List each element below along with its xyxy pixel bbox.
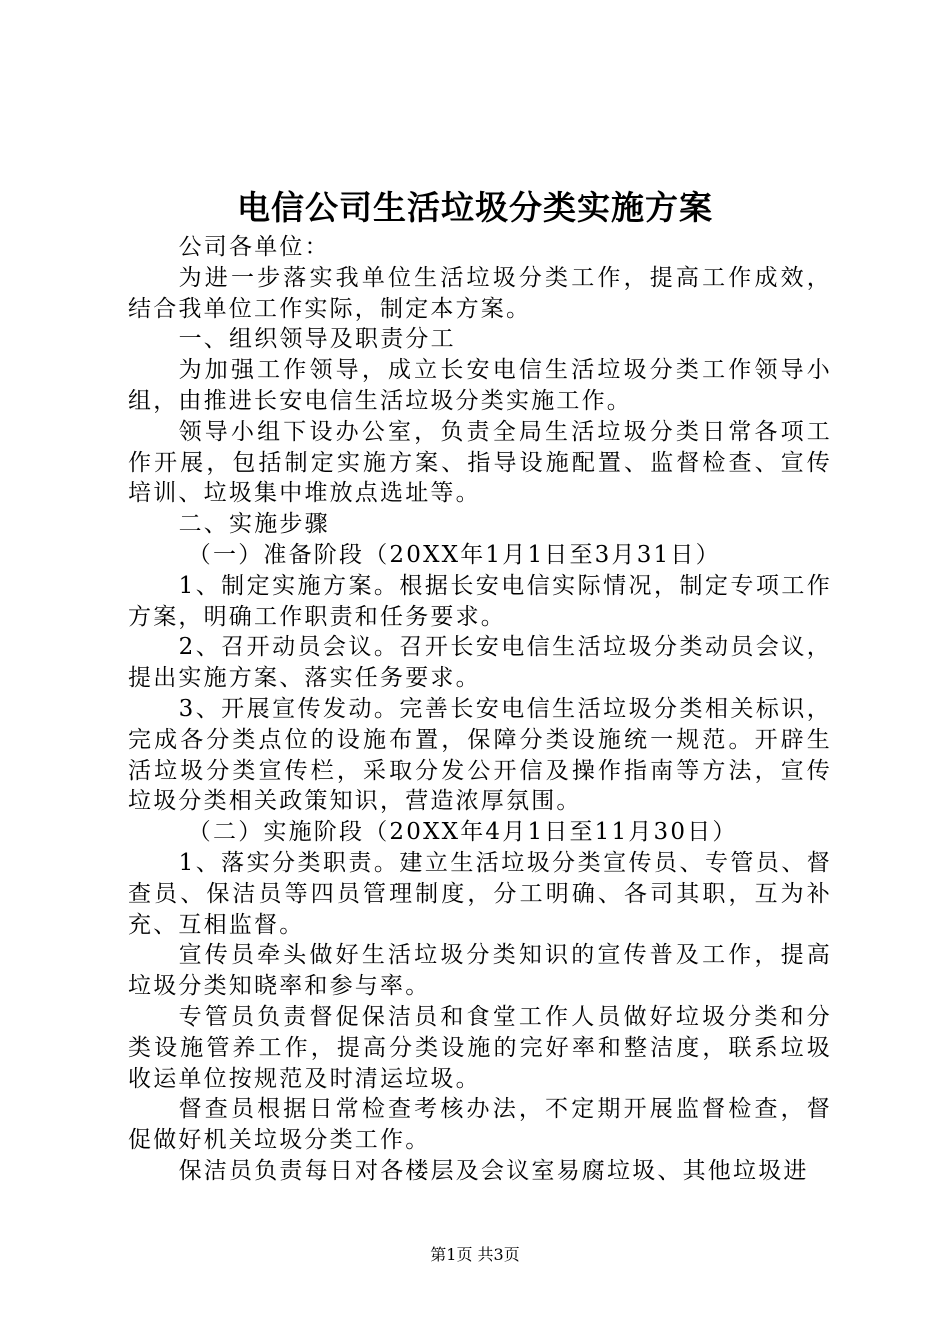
document-body (128, 232, 832, 1187)
paragraph-duties: 1、落实分类职责。建立生活垃圾分类宣传员、专管员、督查员、保洁员等四员管理制度，分工明确、各司其职，互为补充、互相监督。 (128, 849, 832, 938)
paragraph-office: 领导小组下设办公室，负责全局生活垃圾分类日常各项工作开展，包括制定实施方案、指导设施配置、监督检查、宣传培训、垃圾集中堆放点选址等。 (128, 418, 832, 507)
salutation: 公司各单位： (178, 234, 330, 260)
paragraph-intro: 为进一步落实我单位生活垃圾分类工作，提高工作成效，结合我单位工作实际，制定本方案。 (128, 264, 832, 322)
paragraph-cleaner: 保洁员负责每日对各楼层及会议室易腐垃圾、其他垃圾进 (178, 1157, 809, 1184)
page-footer: 第1页 共3页 (430, 1245, 520, 1264)
paragraph-leadership: 为加强工作领导，成立长安电信生活垃圾分类工作领导小组，由推进长安电信生活垃圾分类实施工作。 (128, 357, 832, 414)
paragraph-step-2: 2、召开动员会议。召开长安电信生活垃圾分类动员会议，提出实施方案、落实任务要求。 (128, 634, 832, 692)
paragraph-publicist: 宣传员牵头做好生活垃圾分类知识的宣传普及工作，提高垃圾分类知晓率和参与率。 (128, 942, 832, 1000)
paragraph-inspector: 督查员根据日常检查考核办法，不定期开展监督检查，督促做好机关垃圾分类工作。 (128, 1096, 832, 1154)
paragraph-manager: 专管员负责督促保洁员和食堂工作人员做好垃圾分类和分类设施管养工作，提高分类设施的完好率和整洁度，联系垃圾收运单位按规范及时清运垃圾。 (128, 1003, 832, 1092)
section-heading-2: 二、实施步骤 (178, 511, 330, 538)
subsection-heading-prep: （一）准备阶段（20XX年1月1日至3月31日） (187, 541, 721, 568)
section-heading-1: 一、组织领导及职责分工 (178, 326, 456, 353)
paragraph-step-3: 3、开展宣传发动。完善长安电信生活垃圾分类相关标识，完成各分类点位的设施布置，保障分类设施统一规范。开辟生活垃圾分类宣传栏，采取分发公开信及操作指南等方法，宣传垃圾分类相关政策知识，营造浓厚氛围。 (128, 695, 832, 815)
document-title: 电信公司生活垃圾分类实施方案 (237, 188, 713, 227)
paragraph-step-1: 1、制定实施方案。根据长安电信实际情况，制定专项工作方案，明确工作职责和任务要求。 (128, 572, 832, 630)
subsection-heading-impl: （二）实施阶段（20XX年4月1日至11月30日） (187, 819, 738, 846)
